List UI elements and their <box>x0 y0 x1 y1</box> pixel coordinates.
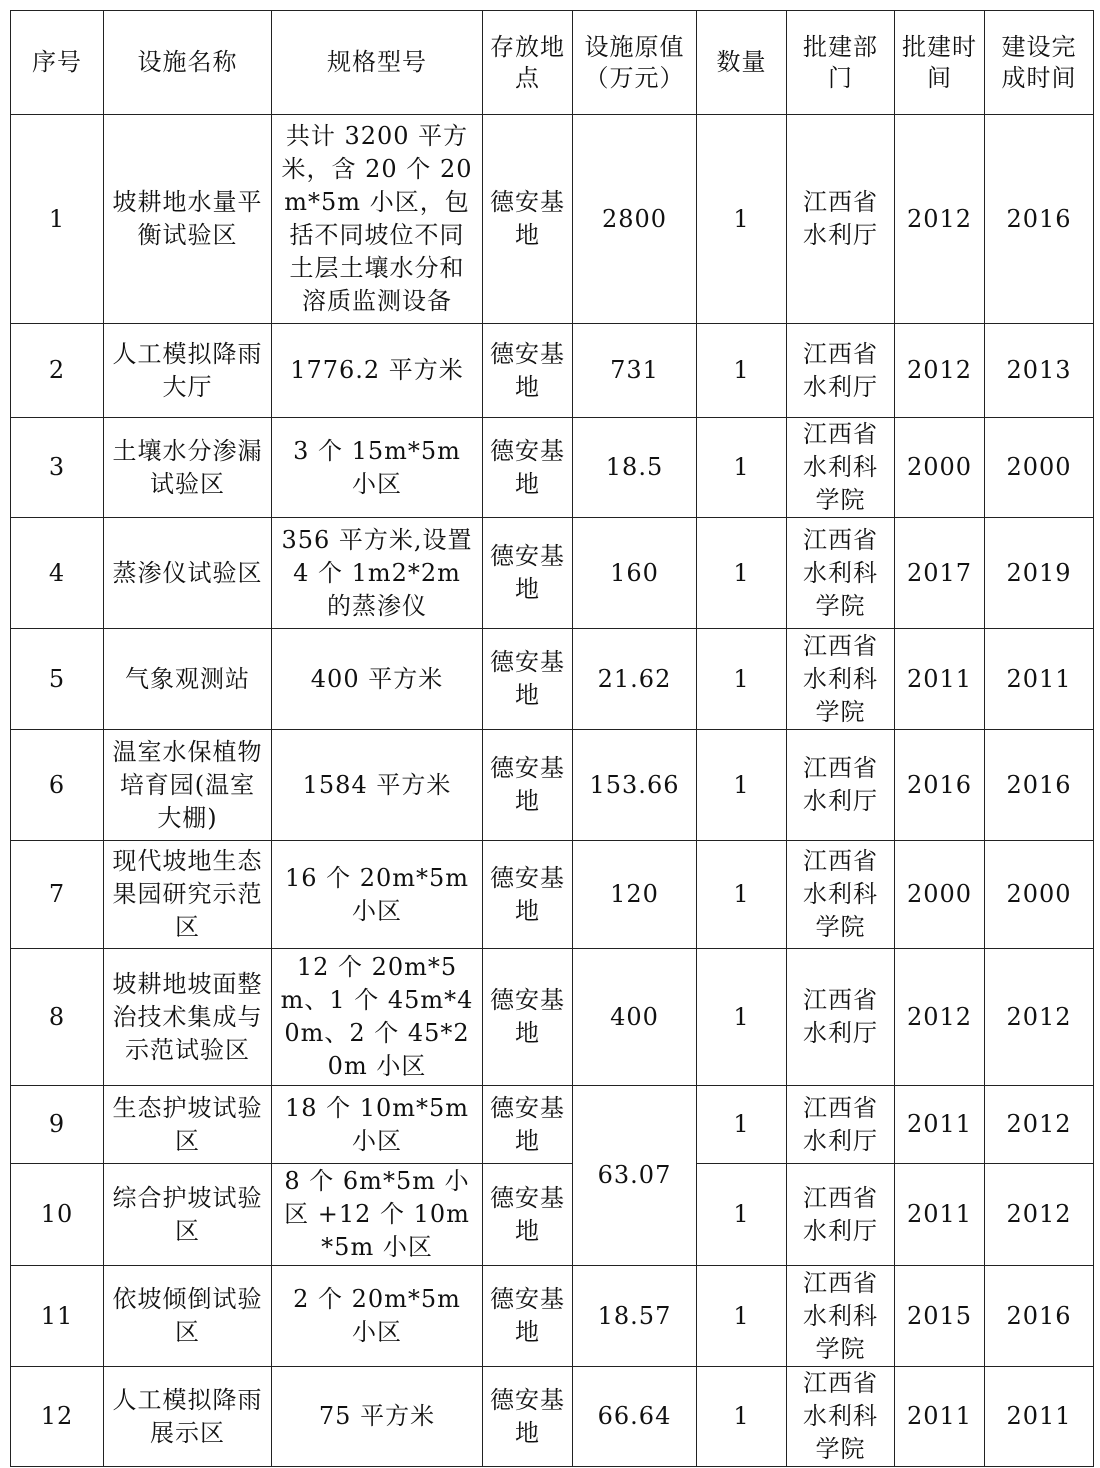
header-row <box>11 11 1094 115</box>
cell-approve: 2011 <box>895 629 985 730</box>
cell-no: 1 <box>11 115 104 324</box>
cell-complete: 2012 <box>985 1164 1094 1266</box>
cell-approve: 2017 <box>895 518 985 629</box>
document-page <box>10 10 1093 1467</box>
cell-location: 德安基地 <box>483 1164 573 1266</box>
cell-name: 气象观测站 <box>104 629 272 730</box>
cell-qty: 1 <box>697 949 787 1086</box>
cell-complete: 2016 <box>985 730 1094 841</box>
cell-location: 德安基地 <box>483 1086 573 1164</box>
table-row <box>11 1266 1094 1367</box>
cell-value: 66.64 <box>573 1367 697 1467</box>
cell-value: 120 <box>573 841 697 949</box>
cell-qty: 1 <box>697 1086 787 1164</box>
cell-qty: 1 <box>697 629 787 730</box>
cell-location: 德安基地 <box>483 1266 573 1367</box>
table-row <box>11 518 1094 629</box>
cell-name: 坡耕地坡面整治技术集成与示范试验区 <box>104 949 272 1086</box>
header-dept: 批建部门 <box>787 11 895 115</box>
cell-spec: 共计 3200 平方米，含 20 个 20m*5m 小区，包括不同坡位不同土层土壤水分和溶质监测设备 <box>272 115 483 324</box>
cell-complete: 2016 <box>985 115 1094 324</box>
cell-complete: 2012 <box>985 949 1094 1086</box>
header-location: 存放地点 <box>483 11 573 115</box>
cell-dept: 江西省水利厅 <box>787 115 895 324</box>
cell-approve: 2012 <box>895 324 985 418</box>
cell-approve: 2012 <box>895 949 985 1086</box>
cell-complete: 2012 <box>985 1086 1094 1164</box>
cell-value-merged: 63.07 <box>573 1086 697 1266</box>
cell-spec: 356 平方米,设置 4 个 1m2*2m 的蒸渗仪 <box>272 518 483 629</box>
cell-location: 德安基地 <box>483 841 573 949</box>
table-row <box>11 949 1094 1086</box>
cell-no: 3 <box>11 418 104 518</box>
table-row <box>11 418 1094 518</box>
header-value: 设施原值（万元） <box>573 11 697 115</box>
cell-approve: 2011 <box>895 1164 985 1266</box>
cell-name: 依坡倾倒试验区 <box>104 1266 272 1367</box>
cell-qty: 1 <box>697 1266 787 1367</box>
header-approve-time: 批建时间 <box>895 11 985 115</box>
header-complete-time: 建设完成时间 <box>985 11 1094 115</box>
cell-dept: 江西省水利科学院 <box>787 629 895 730</box>
cell-name: 蒸渗仪试验区 <box>104 518 272 629</box>
cell-qty: 1 <box>697 730 787 841</box>
cell-dept: 江西省水利厅 <box>787 324 895 418</box>
cell-qty: 1 <box>697 841 787 949</box>
cell-spec: 400 平方米 <box>272 629 483 730</box>
cell-no: 11 <box>11 1266 104 1367</box>
cell-value: 731 <box>573 324 697 418</box>
cell-dept: 江西省水利科学院 <box>787 841 895 949</box>
cell-dept: 江西省水利厅 <box>787 949 895 1086</box>
cell-approve: 2011 <box>895 1086 985 1164</box>
cell-spec: 18 个 10m*5m 小区 <box>272 1086 483 1164</box>
cell-qty: 1 <box>697 518 787 629</box>
cell-approve: 2012 <box>895 115 985 324</box>
cell-qty: 1 <box>697 1164 787 1266</box>
cell-name: 温室水保植物培育园(温室大棚) <box>104 730 272 841</box>
table-row <box>11 115 1094 324</box>
cell-spec: 12 个 20m*5m、1 个 45m*40m、2 个 45*20m 小区 <box>272 949 483 1086</box>
cell-location: 德安基地 <box>483 949 573 1086</box>
cell-complete: 2013 <box>985 324 1094 418</box>
header-qty: 数量 <box>697 11 787 115</box>
cell-no: 12 <box>11 1367 104 1467</box>
cell-spec: 1776.2 平方米 <box>272 324 483 418</box>
cell-complete: 2000 <box>985 418 1094 518</box>
cell-no: 5 <box>11 629 104 730</box>
cell-spec: 16 个 20m*5m 小区 <box>272 841 483 949</box>
header-spec: 规格型号 <box>272 11 483 115</box>
table-row <box>11 841 1094 949</box>
cell-no: 9 <box>11 1086 104 1164</box>
cell-dept: 江西省水利厅 <box>787 730 895 841</box>
table-row <box>11 324 1094 418</box>
cell-approve: 2015 <box>895 1266 985 1367</box>
cell-name: 人工模拟降雨展示区 <box>104 1367 272 1467</box>
cell-location: 德安基地 <box>483 324 573 418</box>
cell-name: 综合护坡试验区 <box>104 1164 272 1266</box>
cell-name: 坡耕地水量平衡试验区 <box>104 115 272 324</box>
cell-value: 18.5 <box>573 418 697 518</box>
cell-qty: 1 <box>697 1367 787 1467</box>
cell-no: 2 <box>11 324 104 418</box>
cell-value: 400 <box>573 949 697 1086</box>
header-no: 序号 <box>11 11 104 115</box>
cell-dept: 江西省水利科学院 <box>787 1367 895 1467</box>
cell-no: 10 <box>11 1164 104 1266</box>
cell-no: 7 <box>11 841 104 949</box>
cell-value: 153.66 <box>573 730 697 841</box>
facility-table <box>10 10 1094 1467</box>
cell-name: 现代坡地生态果园研究示范区 <box>104 841 272 949</box>
table-row <box>11 1086 1094 1164</box>
cell-complete: 2016 <box>985 1266 1094 1367</box>
header-name: 设施名称 <box>104 11 272 115</box>
cell-no: 8 <box>11 949 104 1086</box>
cell-value: 18.57 <box>573 1266 697 1367</box>
cell-dept: 江西省水利科学院 <box>787 518 895 629</box>
cell-value: 160 <box>573 518 697 629</box>
cell-no: 4 <box>11 518 104 629</box>
cell-complete: 2011 <box>985 1367 1094 1467</box>
cell-qty: 1 <box>697 115 787 324</box>
cell-location: 德安基地 <box>483 518 573 629</box>
cell-spec: 8 个 6m*5m 小区 +12 个 10m*5m 小区 <box>272 1164 483 1266</box>
cell-spec: 3 个 15m*5m 小区 <box>272 418 483 518</box>
cell-name: 生态护坡试验区 <box>104 1086 272 1164</box>
table-row <box>11 629 1094 730</box>
cell-approve: 2000 <box>895 418 985 518</box>
cell-location: 德安基地 <box>483 1367 573 1467</box>
cell-location: 德安基地 <box>483 730 573 841</box>
cell-complete: 2000 <box>985 841 1094 949</box>
cell-qty: 1 <box>697 418 787 518</box>
cell-approve: 2011 <box>895 1367 985 1467</box>
cell-location: 德安基地 <box>483 629 573 730</box>
cell-value: 21.62 <box>573 629 697 730</box>
cell-dept: 江西省水利科学院 <box>787 418 895 518</box>
cell-name: 土壤水分渗漏试验区 <box>104 418 272 518</box>
table-row <box>11 730 1094 841</box>
cell-approve: 2000 <box>895 841 985 949</box>
cell-dept: 江西省水利厅 <box>787 1164 895 1266</box>
cell-value: 2800 <box>573 115 697 324</box>
table-row <box>11 1367 1094 1467</box>
cell-name: 人工模拟降雨大厅 <box>104 324 272 418</box>
cell-complete: 2011 <box>985 629 1094 730</box>
cell-no: 6 <box>11 730 104 841</box>
cell-location: 德安基地 <box>483 418 573 518</box>
cell-dept: 江西省水利科学院 <box>787 1266 895 1367</box>
cell-dept: 江西省水利厅 <box>787 1086 895 1164</box>
cell-spec: 1584 平方米 <box>272 730 483 841</box>
cell-qty: 1 <box>697 324 787 418</box>
cell-location: 德安基地 <box>483 115 573 324</box>
cell-approve: 2016 <box>895 730 985 841</box>
table-row <box>11 1164 1094 1266</box>
cell-complete: 2019 <box>985 518 1094 629</box>
cell-spec: 2 个 20m*5m 小区 <box>272 1266 483 1367</box>
cell-spec: 75 平方米 <box>272 1367 483 1467</box>
